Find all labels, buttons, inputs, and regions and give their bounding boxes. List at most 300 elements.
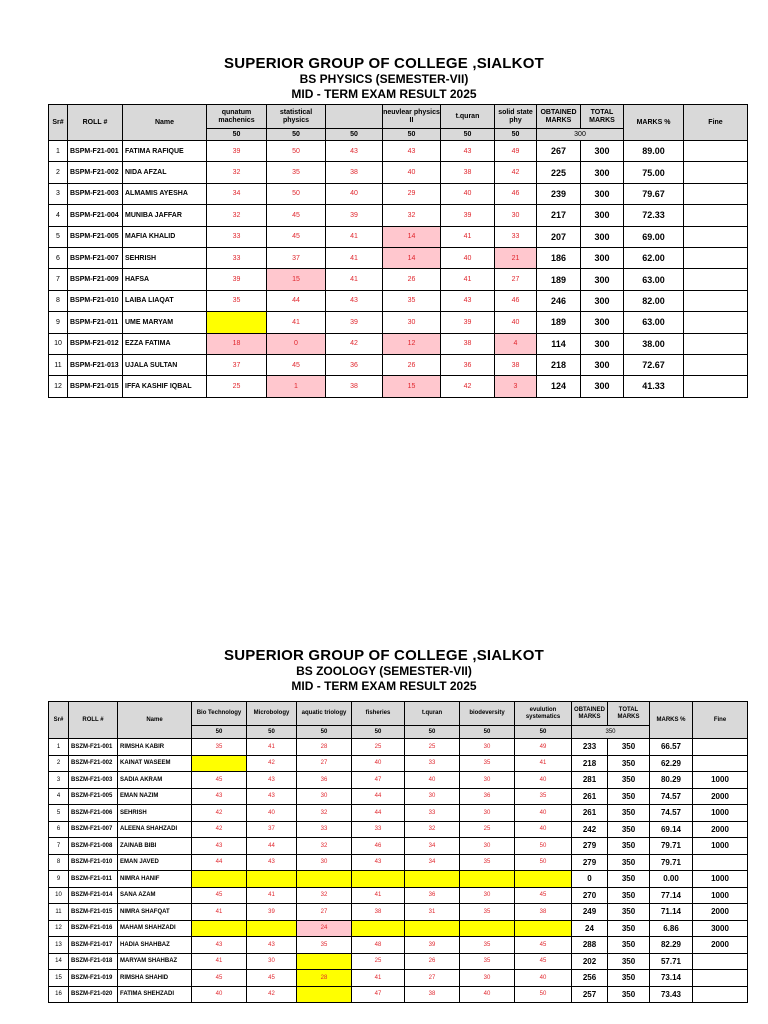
name-cell: NIMRA HANIF [118,871,192,888]
mark-cell: 26 [383,354,441,375]
mark-cell: 44 [352,805,405,822]
mark-cell: 43 [247,772,297,789]
mark-cell [515,871,572,888]
mark-cell: 45 [192,970,247,987]
roll-cell: BSPM-F21-010 [68,290,123,311]
percent-cell: 74.57 [650,788,693,805]
total-cell: 300 [581,162,624,183]
roll-cell: BSPM-F21-007 [68,247,123,268]
name-cell: LAIBA LIAQAT [123,290,207,311]
roll-cell: BSZM-F21-018 [69,953,118,970]
subject-max-marks: 50 [405,726,460,739]
mark-cell: 35 [460,854,515,871]
name-cell: MARYAM SHAHBAZ [118,953,192,970]
percent-cell: 82.29 [650,937,693,954]
roll-header: ROLL # [69,702,118,739]
name-cell: EMAN JAVED [118,854,192,871]
percent-cell: 6.86 [650,920,693,937]
physics-title-block [0,55,768,102]
roll-cell: BSPM-F21-002 [68,162,123,183]
subject-max-marks: 50 [207,129,267,141]
fine-cell [684,162,748,183]
total-cell: 350 [608,986,650,1003]
subject-header: Bio Technology [192,702,247,726]
percent-cell: 71.14 [650,904,693,921]
mark-cell: 30 [405,788,460,805]
mark-cell: 41 [267,312,326,333]
roll-cell: BSPM-F21-012 [68,333,123,354]
name-cell: EMAN NAZIM [118,788,192,805]
physics-program-title: BS PHYSICS (SEMESTER-VII) [299,72,469,86]
total-cell: 350 [608,739,650,756]
obtained-cell: 225 [537,162,581,183]
total-max-marks: 350 [572,726,650,739]
fine-cell [693,970,748,987]
fine-cell [684,183,748,204]
obtained-cell: 242 [572,821,608,838]
total-cell: 350 [608,772,650,789]
percent-cell: 69.14 [650,821,693,838]
mark-cell: 4 [495,333,537,354]
mark-cell: 45 [192,772,247,789]
mark-cell: 41 [192,904,247,921]
fine-cell: 2000 [693,937,748,954]
mark-cell: 39 [405,937,460,954]
sr-cell: 9 [49,871,69,888]
roll-cell: BSPM-F21-003 [68,183,123,204]
mark-cell: 44 [247,838,297,855]
sr-cell: 4 [49,205,68,226]
mark-cell: 50 [515,986,572,1003]
sr-cell: 3 [49,772,69,789]
sr-cell: 6 [49,821,69,838]
subject-max-marks: 50 [297,726,352,739]
mark-cell: 30 [247,953,297,970]
subject-max-marks: 50 [352,726,405,739]
total-cell: 350 [608,854,650,871]
name-cell: NIDA AFZAL [123,162,207,183]
mark-cell: 42 [192,805,247,822]
mark-cell: 38 [441,162,495,183]
sr-cell: 5 [49,226,68,247]
mark-cell: 45 [267,205,326,226]
mark-cell: 40 [326,183,383,204]
table-row [49,788,748,805]
percent-cell: 89.00 [624,141,684,162]
subject-header: neuvlear physics II [383,105,441,129]
mark-cell: 42 [441,376,495,397]
table-row [49,953,748,970]
mark-cell: 36 [460,788,515,805]
roll-cell: BSPM-F21-004 [68,205,123,226]
table-row [49,739,748,756]
name-cell: MAFIA KHALID [123,226,207,247]
fine-cell: 1000 [693,887,748,904]
mark-cell: 40 [515,821,572,838]
total-cell: 350 [608,953,650,970]
sr-cell: 1 [49,141,68,162]
percent-cell: 79.67 [624,183,684,204]
subject-header: fisheries [352,702,405,726]
mark-cell: 41 [515,755,572,772]
mark-cell: 42 [192,821,247,838]
mark-cell: 15 [267,269,326,290]
mark-cell: 40 [441,247,495,268]
sr-header: Sr# [49,702,69,739]
mark-cell: 43 [247,788,297,805]
subject-max-marks: 50 [495,129,537,141]
fine-cell: 3000 [693,920,748,937]
obtained-cell: 288 [572,937,608,954]
sr-header: Sr# [49,105,68,141]
name-cell: MAHAM SHAHZADI [118,920,192,937]
obtained-header: OBTAINED MARKS [537,105,581,129]
obtained-cell: 124 [537,376,581,397]
obtained-cell: 114 [537,333,581,354]
mark-cell [297,986,352,1003]
mark-cell: 45 [515,953,572,970]
mark-cell: 29 [383,183,441,204]
sr-cell: 5 [49,805,69,822]
obtained-cell: 267 [537,141,581,162]
total-cell: 350 [608,805,650,822]
subject-header: aquatic triology [297,702,352,726]
obtained-cell: 257 [572,986,608,1003]
mark-cell: 40 [515,805,572,822]
zoology-result-table [48,701,748,1003]
roll-cell: BSZM-F21-010 [69,854,118,871]
mark-cell [192,871,247,888]
mark-cell: 25 [207,376,267,397]
mark-cell: 36 [297,772,352,789]
roll-cell: BSPM-F21-013 [68,354,123,375]
zoology-header-row [49,702,748,726]
mark-cell: 43 [352,854,405,871]
total-cell: 350 [608,970,650,987]
roll-cell: BSZM-F21-005 [69,788,118,805]
sr-cell: 13 [49,937,69,954]
percent-cell: 72.67 [624,354,684,375]
mark-cell: 39 [326,312,383,333]
mark-cell: 34 [405,854,460,871]
name-cell: SANA AZAM [118,887,192,904]
mark-cell: 40 [383,162,441,183]
total-cell: 350 [608,755,650,772]
mark-cell: 43 [192,788,247,805]
mark-cell: 25 [460,821,515,838]
mark-cell: 32 [207,162,267,183]
total-cell: 350 [608,937,650,954]
sr-cell: 9 [49,312,68,333]
table-row [49,755,748,772]
fine-cell [693,986,748,1003]
table-row [49,970,748,987]
percent-cell: 79.71 [650,838,693,855]
fine-cell [693,739,748,756]
fine-cell: 1000 [693,772,748,789]
fine-cell [684,247,748,268]
roll-cell: BSPM-F21-015 [68,376,123,397]
sr-cell: 7 [49,838,69,855]
fine-cell [684,312,748,333]
mark-cell: 38 [515,904,572,921]
mark-cell: 43 [192,937,247,954]
mark-cell: 46 [352,838,405,855]
total-cell: 300 [581,183,624,204]
table-row [49,904,748,921]
table-row [49,821,748,838]
roll-cell: BSPM-F21-009 [68,269,123,290]
mark-cell: 50 [267,141,326,162]
mark-cell [207,312,267,333]
mark-cell [352,920,405,937]
mark-cell: 34 [405,838,460,855]
mark-cell: 41 [247,887,297,904]
mark-cell: 41 [247,739,297,756]
percent-header: MARKS % [650,702,693,739]
mark-cell: 33 [405,755,460,772]
percent-cell: 74.57 [650,805,693,822]
fine-cell: 1000 [693,805,748,822]
percent-cell: 79.71 [650,854,693,871]
table-row [49,312,748,333]
fine-cell: 1000 [693,871,748,888]
mark-cell: 25 [352,953,405,970]
sr-cell: 6 [49,247,68,268]
total-cell: 350 [608,871,650,888]
name-cell: FATIMA RAFIQUE [123,141,207,162]
mark-cell: 12 [383,333,441,354]
sr-cell: 1 [49,739,69,756]
obtained-header: OBTAINED MARKS [572,702,608,726]
mark-cell: 35 [297,937,352,954]
total-max-marks: 300 [537,129,624,141]
mark-cell: 35 [383,290,441,311]
subject-header: evulution systematics [515,702,572,726]
total-cell: 350 [608,887,650,904]
obtained-cell: 207 [537,226,581,247]
fine-cell [693,854,748,871]
mark-cell: 44 [192,854,247,871]
mark-cell: 45 [267,354,326,375]
mark-cell: 30 [297,854,352,871]
roll-cell: BSZM-F21-003 [69,772,118,789]
mark-cell: 26 [383,269,441,290]
total-cell: 300 [581,226,624,247]
mark-cell: 25 [352,739,405,756]
mark-cell: 41 [441,269,495,290]
roll-cell: BSZM-F21-014 [69,887,118,904]
mark-cell: 49 [515,739,572,756]
mark-cell: 21 [495,247,537,268]
mark-cell: 43 [383,141,441,162]
sr-cell: 7 [49,269,68,290]
mark-cell: 33 [495,226,537,247]
roll-cell: BSZM-F21-002 [69,755,118,772]
physics-exam-title: MID - TERM EXAM RESULT 2025 [291,87,477,101]
roll-cell: BSZM-F21-017 [69,937,118,954]
mark-cell: 43 [441,290,495,311]
total-cell: 300 [581,247,624,268]
mark-cell: 42 [247,755,297,772]
mark-cell: 30 [460,838,515,855]
percent-header: MARKS % [624,105,684,141]
roll-cell: BSZM-F21-020 [69,986,118,1003]
mark-cell: 38 [352,904,405,921]
total-header: TOTAL MARKS [608,702,650,726]
mark-cell: 50 [267,183,326,204]
percent-cell: 38.00 [624,333,684,354]
subject-header: solid state phy [495,105,537,129]
subject-max-marks: 50 [192,726,247,739]
obtained-cell: 281 [572,772,608,789]
mark-cell: 30 [460,970,515,987]
table-row [49,376,748,397]
name-cell: RIMSHA KABIR [118,739,192,756]
zoology-exam-title: MID - TERM EXAM RESULT 2025 [291,679,477,693]
sr-cell: 12 [49,376,68,397]
mark-cell: 40 [460,986,515,1003]
name-cell: HAFSA [123,269,207,290]
mark-cell: 39 [207,269,267,290]
mark-cell: 43 [192,838,247,855]
total-cell: 350 [608,821,650,838]
roll-cell: BSZM-F21-019 [69,970,118,987]
mark-cell: 46 [495,183,537,204]
mark-cell: 25 [405,739,460,756]
percent-cell: 69.00 [624,226,684,247]
fine-cell: 2000 [693,904,748,921]
mark-cell: 39 [441,205,495,226]
subject-header [326,105,383,129]
mark-cell: 28 [297,970,352,987]
mark-cell: 40 [405,772,460,789]
name-cell: IFFA KASHIF IQBAL [123,376,207,397]
name-cell: FATIMA SHEHZADI [118,986,192,1003]
mark-cell [247,871,297,888]
subject-header: Microbology [247,702,297,726]
total-cell: 350 [608,838,650,855]
roll-cell: BSPM-F21-011 [68,312,123,333]
mark-cell: 32 [405,821,460,838]
obtained-cell: 189 [537,312,581,333]
subject-header: t.quran [441,105,495,129]
mark-cell [460,920,515,937]
sr-cell: 2 [49,162,68,183]
mark-cell: 45 [515,937,572,954]
mark-cell: 35 [460,904,515,921]
table-row [49,162,748,183]
mark-cell [460,871,515,888]
mark-cell: 37 [207,354,267,375]
mark-cell: 40 [495,312,537,333]
zoology-title-block [0,647,768,694]
percent-cell: 77.14 [650,887,693,904]
percent-cell: 73.14 [650,970,693,987]
percent-cell: 75.00 [624,162,684,183]
subject-header: biodeversity [460,702,515,726]
subject-max-marks: 50 [267,129,326,141]
total-cell: 300 [581,354,624,375]
mark-cell: 32 [297,838,352,855]
mark-cell: 45 [515,887,572,904]
mark-cell: 41 [441,226,495,247]
mark-cell: 38 [495,354,537,375]
fine-cell [684,205,748,226]
fine-cell [684,376,748,397]
mark-cell: 30 [460,772,515,789]
name-cell: ALEENA SHAHZADI [118,821,192,838]
fine-header: Fine [693,702,748,739]
obtained-cell: 24 [572,920,608,937]
total-cell: 350 [608,788,650,805]
subject-max-marks: 50 [460,726,515,739]
subject-max-marks: 50 [326,129,383,141]
obtained-cell: 279 [572,838,608,855]
mark-cell: 1 [267,376,326,397]
table-row [49,333,748,354]
roll-header: ROLL # [68,105,123,141]
mark-cell: 40 [515,772,572,789]
mark-cell: 27 [297,755,352,772]
percent-cell: 62.29 [650,755,693,772]
mark-cell: 49 [495,141,537,162]
percent-cell: 62.00 [624,247,684,268]
mark-cell [405,871,460,888]
percent-cell: 63.00 [624,269,684,290]
subject-header: t.quran [405,702,460,726]
mark-cell: 45 [192,887,247,904]
mark-cell: 35 [460,755,515,772]
sr-cell: 10 [49,887,69,904]
mark-cell: 35 [267,162,326,183]
table-row [49,772,748,789]
percent-cell: 66.57 [650,739,693,756]
name-header: Name [123,105,207,141]
mark-cell: 42 [326,333,383,354]
name-cell: UME MARYAM [123,312,207,333]
percent-cell: 73.43 [650,986,693,1003]
mark-cell: 32 [297,805,352,822]
mark-cell: 38 [326,376,383,397]
obtained-cell: 249 [572,904,608,921]
mark-cell: 30 [495,205,537,226]
mark-cell: 30 [460,739,515,756]
mark-cell: 39 [441,312,495,333]
roll-cell: BSZM-F21-011 [69,871,118,888]
percent-cell: 41.33 [624,376,684,397]
mark-cell: 35 [192,739,247,756]
total-cell: 350 [608,920,650,937]
mark-cell: 18 [207,333,267,354]
mark-cell: 43 [326,290,383,311]
subject-header: qunatum machenics [207,105,267,129]
fine-cell [693,755,748,772]
total-cell: 300 [581,269,624,290]
roll-cell: BSZM-F21-015 [69,904,118,921]
mark-cell: 45 [267,226,326,247]
roll-cell: BSPM-F21-005 [68,226,123,247]
percent-cell: 72.33 [624,205,684,226]
mark-cell: 33 [352,821,405,838]
total-cell: 300 [581,290,624,311]
total-cell: 300 [581,376,624,397]
name-header: Name [118,702,192,739]
table-row [49,887,748,904]
mark-cell: 50 [515,854,572,871]
name-cell: HADIA SHAHBAZ [118,937,192,954]
obtained-cell: 256 [572,970,608,987]
